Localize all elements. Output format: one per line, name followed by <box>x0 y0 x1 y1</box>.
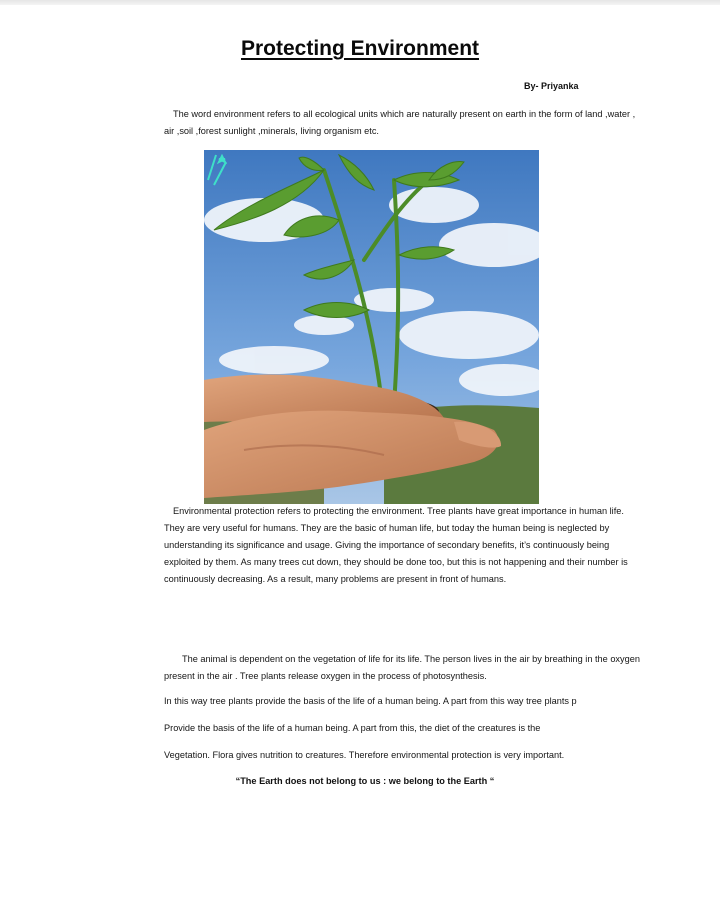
body-paragraph-3 <box>164 651 642 685</box>
page-top-edge <box>0 0 720 5</box>
photo-illustration <box>204 150 539 504</box>
seedling-in-hands-photo <box>204 150 539 504</box>
closing-quote: “The Earth does not belong to us : we belong to the Earth “ <box>235 776 495 786</box>
intro-text: The word environment refers to all ecological units which are naturally present on earth in the form of land ,water , air ,soil ,forest sunlight ,minerals, living organism etc. <box>164 109 636 136</box>
intro-paragraph <box>164 106 642 140</box>
body-paragraph-2 <box>164 503 642 588</box>
author-byline: By- Priyanka <box>524 81 579 91</box>
body-line-6: Vegetation. Flora gives nutrition to creatures. Therefore environmental protection is very important. <box>164 750 565 760</box>
body-line-4: In this way tree plants provide the basis of the life of a human being. A part from this way tree plants p <box>164 696 577 706</box>
paragraph-2-text: Environmental protection refers to protecting the environment. Tree plants have great importance in human life. They are very useful for humans. They are the basic of human life, but today the human being is neglected by understanding its significance and usage. Giving the importance of secondary benefits, it’s continuously being exploited by them. As many trees cut down, they should be done too, but this is not happening and their number is continuously decreasing. As a result, many problems are present in front of humans. <box>164 506 628 584</box>
page-title: Protecting Environment <box>240 37 480 60</box>
paragraph-3-text: The animal is dependent on the vegetation of life for its life. The person lives in the air by breathing in the oxygen present in the air . Tree plants release oxygen in the process of photosynthesis. <box>164 654 640 681</box>
body-line-5: Provide the basis of the life of a human being. A part from this, the diet of the creatures is the <box>164 723 541 733</box>
